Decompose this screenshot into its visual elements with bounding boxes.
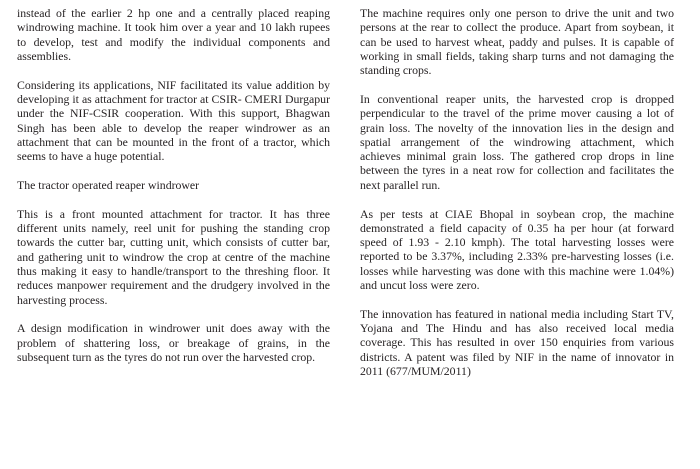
paragraph-test-results: As per tests at CIAE Bhopal in soybean crop, the machine demonstrated a field capacity of 0.35 ha per hour (at forward speed of 1.93 - 2.10 kmph). The total harvesting losses were reported to be 3.37%, including 2.33% pre-harvesting losses (i.e. losses while harvesting was done with this machine were 1.04%) and uncut loss were zero. [360, 206, 674, 293]
paragraph-attachment-description: This is a front mounted attachment for tractor. It has three different units namely, reel unit for pushing the standing crop towards the cutter bar, cutting unit, which consists of cutter bar, and gathering unit to windrow the crop at centre of the machine thus making it easy to handle/transport to the threshing floor. It reduces manpower requirement and the drudgery involved in the harvesting process. [17, 206, 330, 307]
paragraph-operation: The machine requires only one person to drive the unit and two persons at the rear to collect the produce. Apart from soybean, it can be used to harvest wheat, paddy and pulses. It is capable of working in small fields, taking sharp turns and not damaging the standing crops. [360, 6, 674, 78]
right-column [360, 6, 674, 393]
section-heading: The tractor operated reaper windrower [17, 177, 200, 192]
left-column [17, 6, 330, 379]
paragraph-nif-facilitation: Considering its applications, NIF facilitated its value addition by developing it as attachment for tractor at CSIR- CMERI Durgapur under the NIF-CSIR cooperation. With this support, Bhagwan Singh has been able to develop the reaper windrower as an attachment that can be mounted in the front of a tractor, which seems to have a huge potential. [17, 77, 330, 164]
paragraph-design-modification: A design modification in windrower unit does away with the problem of shattering loss, or breakage of grains, in the subsequent turn as the tyres do not run over the harvested crop. [17, 321, 330, 364]
paragraph-novelty: In conventional reaper units, the harvested crop is dropped perpendicular to the travel of the prime mover causing a lot of grain loss. The novelty of the innovation lies in the design and spatial arrangement of the windrowing attachment, which achieves minimal grain loss. The gathered crop drops in line between the tyres in a neat row for collection and facilitates the next parallel run. [360, 91, 674, 192]
paragraph-development: instead of the earlier 2 hp one and a centrally placed reaping windrowing machine. It took him over a year and 10 lakh rupees to develop, test and modify the individual components and assemblies. [17, 6, 330, 63]
paragraph-media-coverage: The innovation has featured in national media including Start TV, Yojana and The Hindu and has also received local media coverage. This has resulted in over 150 enquiries from various districts. A patent was filed by NIF in the name of innovator in 2011 (677/MUM/2011) [360, 306, 674, 379]
